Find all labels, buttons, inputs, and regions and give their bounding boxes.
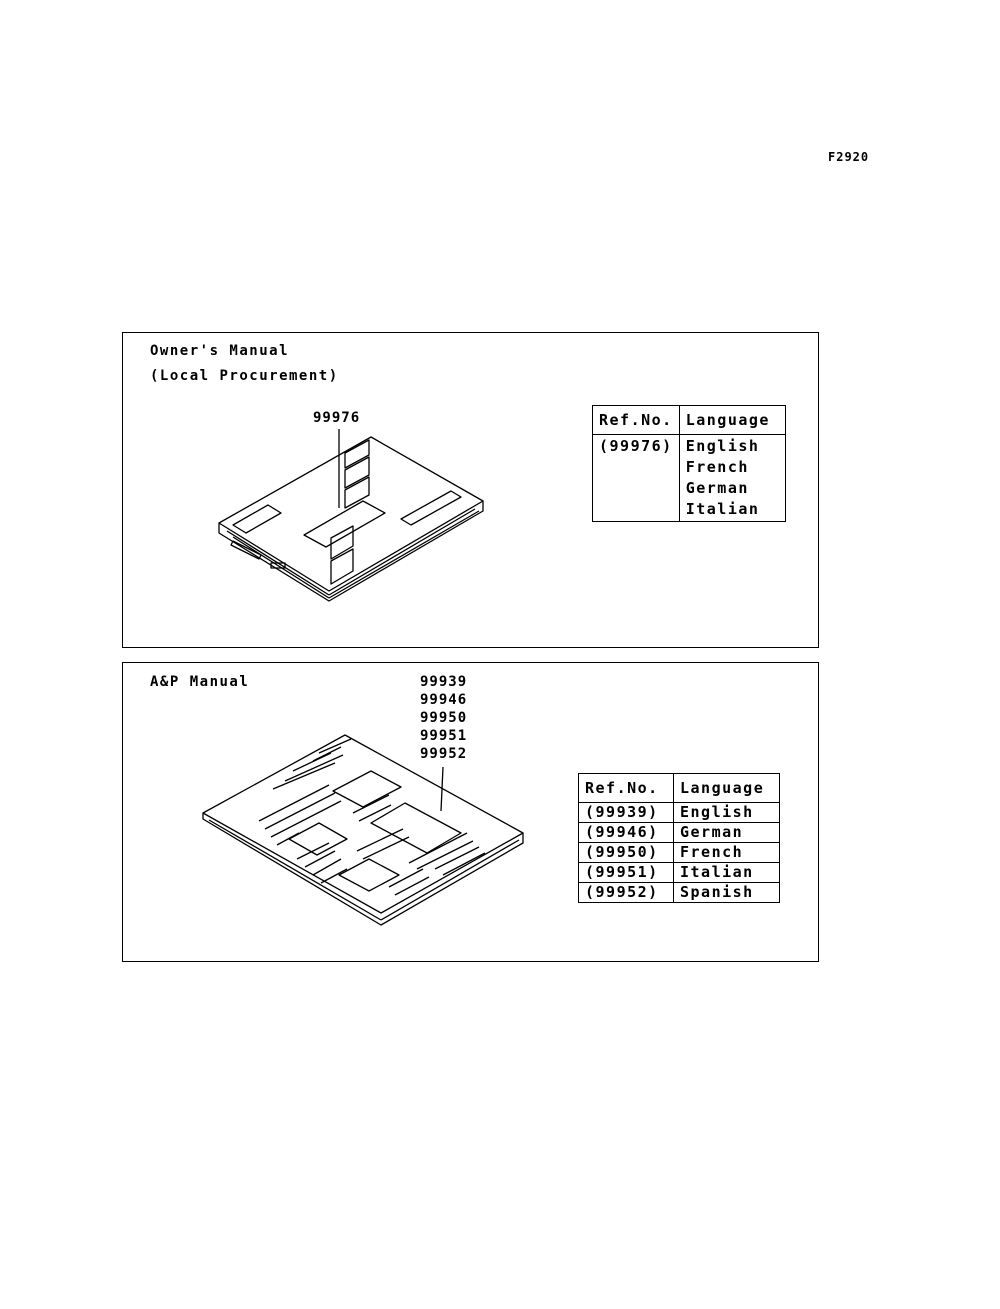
language-item: French — [685, 458, 749, 476]
ap-manual-ref-table — [578, 773, 780, 903]
ref-cell: (99952) — [579, 883, 674, 903]
ap-part-number: 99946 — [420, 692, 468, 708]
ap-manual-table-header — [579, 774, 780, 803]
language-cell: Spanish — [674, 883, 780, 903]
language-item: Italian — [685, 500, 760, 518]
owners-manual-title-line2: (Local Procurement) — [150, 368, 339, 384]
figure-code: F2920 — [828, 150, 870, 164]
ap-manual-table-row — [579, 823, 780, 843]
language-cell: Italian — [674, 863, 780, 883]
language-cell: French — [674, 843, 780, 863]
ap-manual-title: A&P Manual — [150, 674, 250, 690]
ref-cell: (99939) — [579, 803, 674, 823]
header-ref-no: Ref.No. — [579, 774, 674, 803]
header-language: Language — [674, 774, 780, 803]
ap-manual-table-row — [579, 843, 780, 863]
language-cell — [679, 435, 785, 522]
ap-part-number: 99952 — [420, 746, 468, 762]
language-cell: English — [674, 803, 780, 823]
ap-part-number: 99951 — [420, 728, 468, 744]
ap-manual-table-row — [579, 883, 780, 903]
owners-manual-table-header — [593, 406, 786, 435]
header-ref-no: Ref.No. — [593, 406, 680, 435]
owners-manual-table-row — [593, 435, 786, 522]
owners-manual-title-line1: Owner's Manual — [150, 343, 290, 359]
owners-manual-ref-table — [592, 405, 786, 522]
language-cell: German — [674, 823, 780, 843]
header-language: Language — [679, 406, 785, 435]
ap-manual-panel — [122, 662, 819, 962]
ref-cell: (99976) — [593, 435, 680, 522]
language-item: English — [685, 437, 760, 455]
owners-manual-part-number: 99976 — [313, 410, 361, 426]
ap-manual-table-row — [579, 863, 780, 883]
language-item: German — [685, 479, 749, 497]
ap-part-number: 99950 — [420, 710, 468, 726]
ap-part-number: 99939 — [420, 674, 468, 690]
ref-cell: (99946) — [579, 823, 674, 843]
ap-manual-table-row — [579, 803, 780, 823]
owners-manual-panel — [122, 332, 819, 648]
ref-cell: (99951) — [579, 863, 674, 883]
ref-cell: (99950) — [579, 843, 674, 863]
